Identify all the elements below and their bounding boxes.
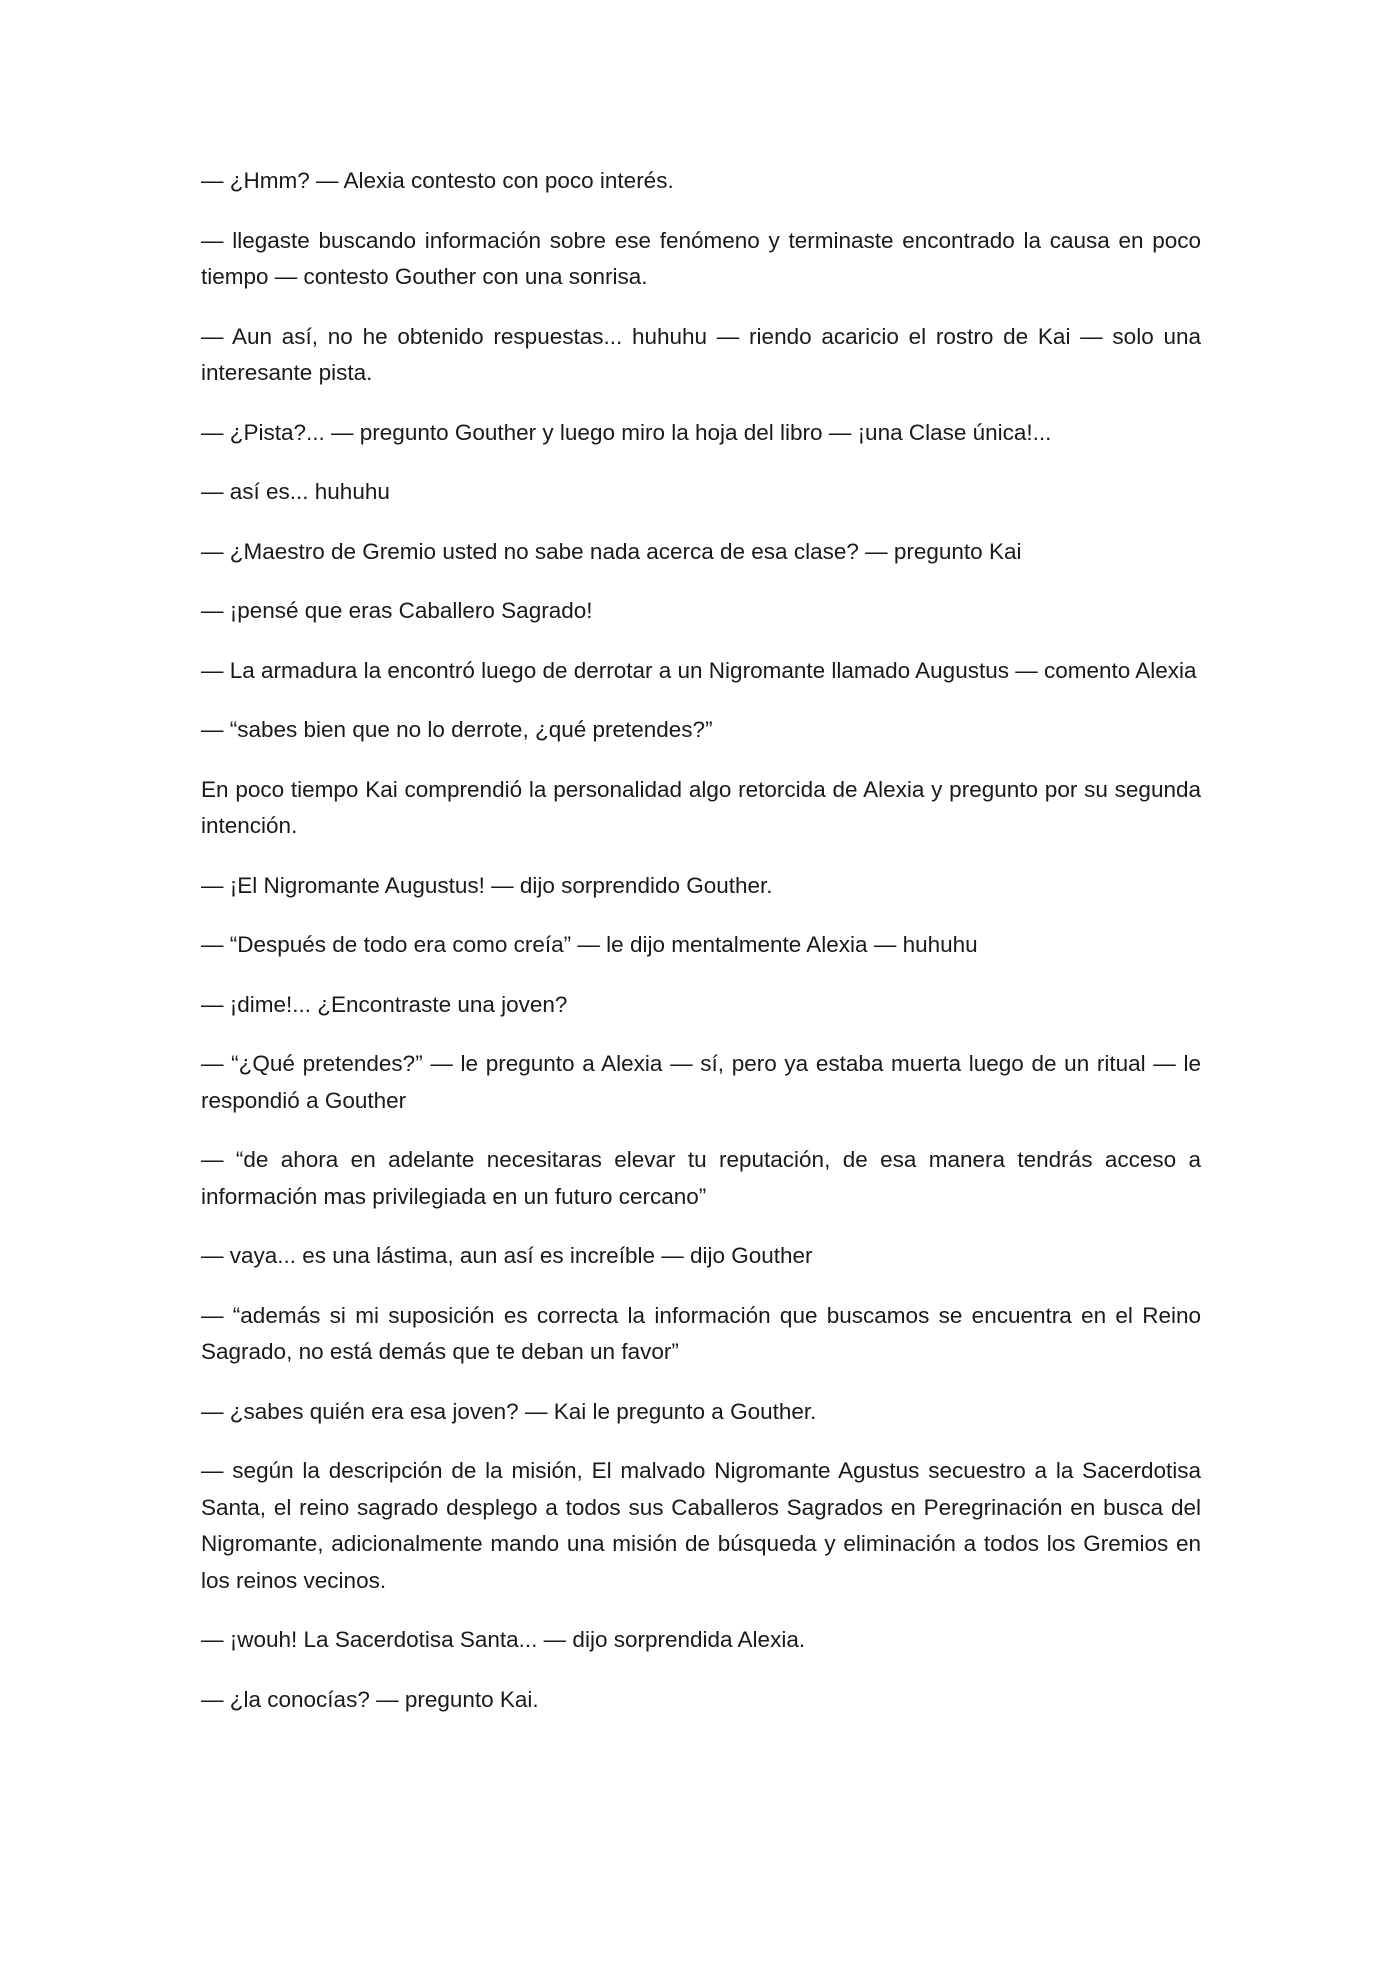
paragraph: — ¿Pista?... — pregunto Gouther y luego miro la hoja del libro — ¡una Clase única!... (201, 419, 1052, 445)
paragraph: — “sabes bien que no lo derrote, ¿qué pretendes?” (201, 717, 713, 742)
paragraph: — Aun así, no he obtenido respuestas... huhuhu — riendo acaricio el rostro de Kai — solo una interesante pista. (201, 323, 1201, 385)
paragraph: — “de ahora en adelante necesitaras elevar tu reputación, de esa manera tendrás acceso a información mas privilegiada en un futuro cercano” (201, 1147, 1201, 1209)
paragraph: — vaya... es una lástima, aun así es increíble — dijo Gouther (201, 1243, 813, 1268)
paragraph: — ¡pensé que eras Caballero Sagrado! (201, 598, 593, 623)
paragraph: — ¿sabes quién era esa joven? — Kai le pregunto a Gouther. (201, 1398, 817, 1424)
paragraph: — La armadura la encontró luego de derrotar a un Nigromante llamado Augustus — comento Alexia (201, 657, 1197, 683)
paragraph: — “Después de todo era como creía” — le dijo mentalmente Alexia — huhuhu (201, 932, 978, 957)
paragraph: — “¿Qué pretendes?” — le pregunto a Alexia — sí, pero ya estaba muerta luego de un ritual — le respondió a Gouther (201, 1051, 1201, 1113)
paragraph: — “además si mi suposición es correcta la información que buscamos se encuentra en el Reino Sagrado, no está demás que te deban un favor” (201, 1302, 1201, 1364)
paragraph: — ¡wouh! La Sacerdotisa Santa... — dijo sorprendida Alexia. (201, 1627, 806, 1652)
paragraph: — así es... huhuhu (201, 479, 390, 504)
paragraph: — ¿la conocías? — pregunto Kai. (201, 1686, 539, 1712)
document-body (201, 163, 1201, 1741)
paragraph: — ¡dime!... ¿Encontraste una joven? (201, 991, 568, 1017)
paragraph: — ¡El Nigromante Augustus! — dijo sorprendido Gouther. (201, 872, 773, 898)
paragraph: — ¿Hmm? — Alexia contesto con poco interés. (201, 168, 674, 193)
paragraph: En poco tiempo Kai comprendió la personalidad algo retorcida de Alexia y pregunto por su segunda intención. (201, 776, 1201, 838)
paragraph: — llegaste buscando información sobre ese fenómeno y terminaste encontrado la causa en poco tiempo — contesto Gouther con una sonrisa. (201, 227, 1201, 289)
paragraph: — según la descripción de la misión, El malvado Nigromante Agustus secuestro a la Sacerdotisa Santa, el reino sagrado desplego a todos sus Caballeros Sagrados en Peregrinación en busca del Nigromante, adicionalmente mando una misión de búsqueda y eliminación a todos los Gremios en los reinos vecinos. (201, 1458, 1201, 1593)
paragraph: — ¿Maestro de Gremio usted no sabe nada acerca de esa clase? — pregunto Kai (201, 538, 1022, 564)
